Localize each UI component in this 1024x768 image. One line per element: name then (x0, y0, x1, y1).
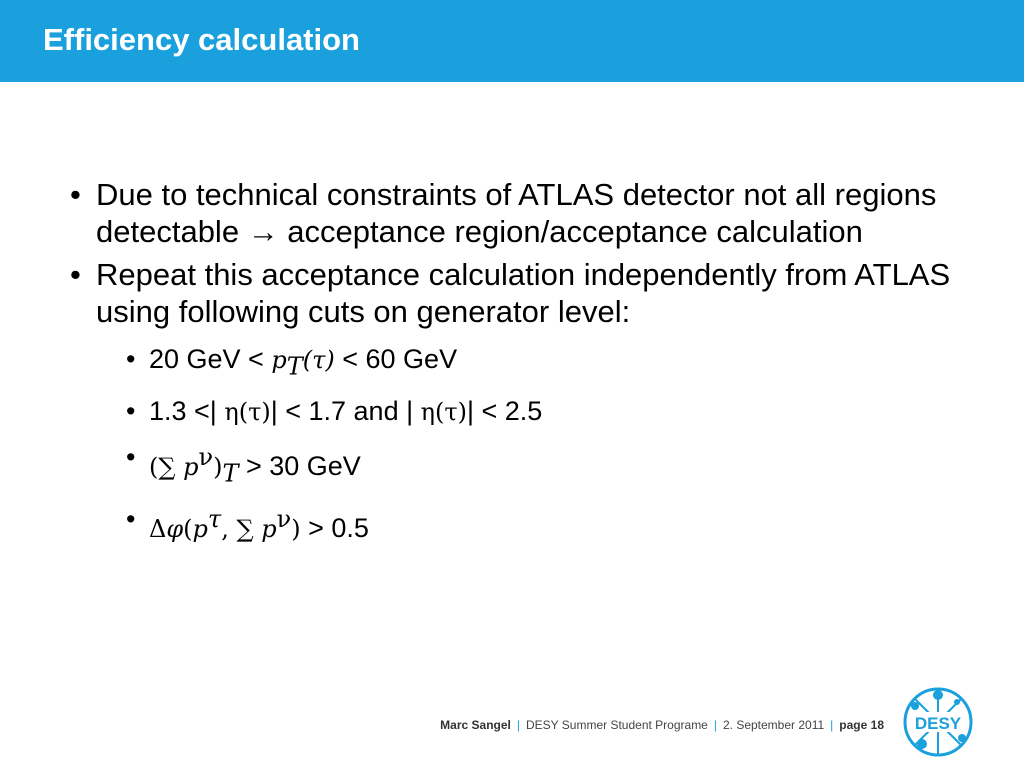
math-close: ) (213, 453, 223, 482)
math-close: ) (291, 514, 301, 543)
footer-separator: | (516, 718, 520, 732)
math-var: p (271, 346, 287, 374)
cut-text: > 0.5 (300, 512, 369, 543)
math-arg: (τ) (302, 346, 335, 374)
footer-author: Marc Sangel (440, 718, 511, 732)
math-var: p (183, 453, 199, 482)
footer-page-number: page 18 (839, 718, 884, 732)
math-sub: T (222, 459, 239, 488)
math-var: η(τ) (224, 398, 271, 427)
math-sup: ν (276, 504, 292, 533)
bullet-marker: • (126, 344, 136, 374)
math-var: φ (166, 514, 184, 543)
math-open: (∑ (149, 453, 184, 482)
cut-item-pt (70, 343, 970, 382)
bullet-text: Due to technical constraints of ATLAS detector not all regions detectable → acceptance region/acceptance calculation (96, 177, 937, 249)
title-bar (0, 0, 1024, 82)
footer-date: 2. September 2011 (722, 718, 825, 732)
cut-text: 1.3 <| (149, 396, 225, 427)
cut-item-eta (70, 395, 970, 428)
bullet-marker: • (126, 396, 136, 427)
bullet-marker: • (70, 177, 81, 212)
math-open: ( (183, 514, 193, 543)
bullet-marker: • (70, 257, 81, 292)
cut-item-delta-phi (70, 503, 970, 545)
math-var: p (261, 514, 277, 543)
slide-title: Efficiency calculation (43, 22, 360, 57)
bullet-marker: • (126, 442, 136, 473)
math-sup: ν (198, 443, 214, 472)
bullet-item (70, 176, 970, 250)
bullet-item (70, 256, 970, 330)
math-sub: T (286, 352, 303, 381)
cut-text: > 30 GeV (238, 451, 361, 482)
cut-text: | < 1.7 and | (270, 396, 421, 427)
cut-item-missing-pt (70, 441, 970, 489)
cut-text: 20 GeV < (149, 344, 272, 374)
cut-text: | < 2.5 (467, 396, 543, 427)
footer-separator: | (713, 718, 717, 732)
bullet-text: Repeat this acceptance calculation independently from ATLAS using following cuts on generator level: (96, 257, 951, 329)
math-sup: τ (207, 504, 222, 533)
bullet-marker: • (126, 503, 136, 534)
logo-text: DESY (914, 714, 962, 733)
math-delta: Δ (149, 514, 167, 543)
slide-footer (0, 718, 884, 732)
footer-program: DESY Summer Student Programe (526, 718, 708, 732)
footer-separator: | (830, 718, 834, 732)
desy-logo-icon (902, 686, 974, 758)
math-var: p (192, 514, 208, 543)
slide-content (70, 176, 970, 545)
cut-text: < 60 GeV (334, 344, 458, 374)
math-sep: , ∑ (221, 514, 262, 543)
math-var: η(τ) (420, 398, 467, 427)
